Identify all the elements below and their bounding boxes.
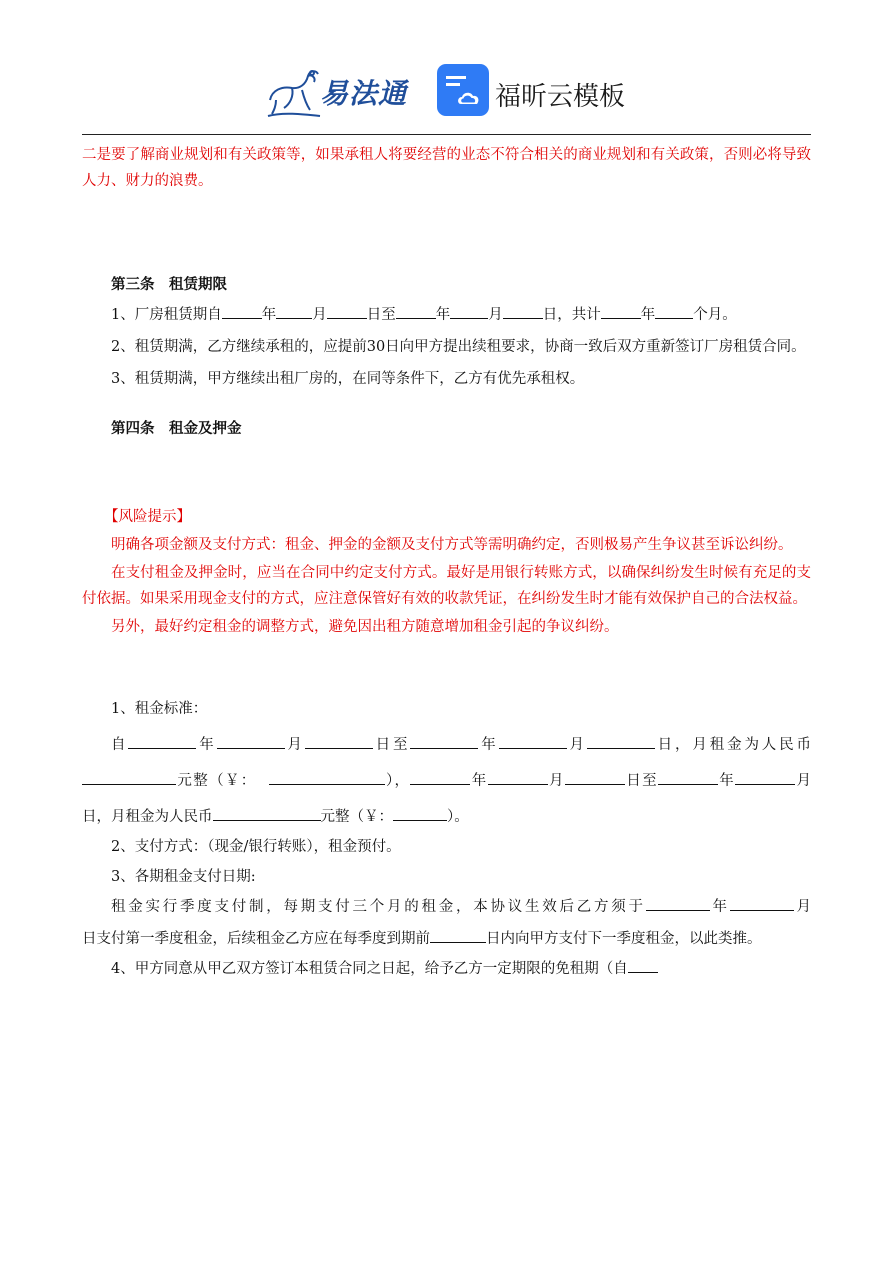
risk-paragraph-3: 另外，最好约定租金的调整方式，避免因出租方随意增加租金引起的争议纠纷。 xyxy=(111,619,619,635)
blank[interactable] xyxy=(655,304,693,319)
cloud-document-icon xyxy=(437,64,489,116)
article-3-item-3: 3、租赁期满，甲方继续出租厂房的，在同等条件下，乙方有优先承租权。 xyxy=(111,371,585,387)
blank[interactable] xyxy=(646,896,710,911)
qilin-icon xyxy=(262,60,324,120)
blank[interactable] xyxy=(628,958,658,973)
article-3-item-2: 2、租赁期满，乙方继续承租的，应提前30日向甲方提出续租要求，协商一致后双方重新签订厂房租赁合同。 xyxy=(111,339,806,355)
blank[interactable] xyxy=(82,770,176,785)
blank[interactable] xyxy=(327,304,367,319)
payment-paragraph-line-1: 租金实行季度支付制，每期支付三个月的租金，本协议生效后乙方须于 年 月 xyxy=(82,894,811,920)
blank[interactable] xyxy=(499,734,567,749)
blank[interactable] xyxy=(305,734,373,749)
blank[interactable] xyxy=(658,770,718,785)
blank[interactable] xyxy=(410,770,470,785)
blank[interactable] xyxy=(217,734,285,749)
page-header xyxy=(0,56,893,128)
blank[interactable] xyxy=(128,734,196,749)
yifatong-brand-name: 易法通 xyxy=(320,77,408,110)
blank[interactable] xyxy=(565,770,625,785)
payment-method: 2、支付方式：（现金/银行转账），租金预付。 xyxy=(111,839,401,855)
risk-paragraph-2: 在支付租金及押金时，应当在合同中约定支付方式。最好是用银行转账方式，以确保纠纷发生时候有充足的支付依据。如果采用现金支付的方式，应注意保管好有效的收款凭证，在纠纷发生时才能有效保护自己的合法权益。 xyxy=(82,565,811,607)
blank[interactable] xyxy=(503,304,543,319)
blank[interactable] xyxy=(450,304,488,319)
yifatong-logo xyxy=(262,60,422,120)
rent-line-1: 自 年 月 日至 年 月 日，月租金为人民币 xyxy=(82,732,811,758)
blank[interactable] xyxy=(222,304,262,319)
blank[interactable] xyxy=(430,928,486,943)
blank[interactable] xyxy=(396,304,436,319)
risk-paragraph-1: 明确各项金额及支付方式：租金、押金的金额及支付方式等需明确约定，否则极易产生争议甚至诉讼纠纷。 xyxy=(111,537,793,553)
fuxin-brand-name: 福昕云模板 xyxy=(495,82,626,112)
rent-line-3: 日，月租金为人民币 元整（￥： ）。 xyxy=(82,804,811,830)
free-period-clause: 4、甲方同意从甲乙双方签订本租赁合同之日起，给予乙方一定期限的免租期（自 xyxy=(82,956,811,982)
blank[interactable] xyxy=(276,304,312,319)
blank[interactable] xyxy=(601,304,641,319)
rent-standard-label: 1、租金标准： xyxy=(111,701,208,717)
blank[interactable] xyxy=(269,770,385,785)
blank[interactable] xyxy=(735,770,795,785)
payment-paragraph-line-2: 日支付第一季度租金，后续租金乙方应在每季度到期前 日内向甲方支付下一季度租金，以此类推。 xyxy=(82,926,811,952)
blank[interactable] xyxy=(587,734,655,749)
article-3-title: 第三条 租赁期限 xyxy=(111,276,227,293)
risk-title: 【风险提示】 xyxy=(104,509,191,525)
document-body xyxy=(82,138,811,982)
article-3-item-1: 1、厂房租赁期自 年 月 日至 年 月 日，共计 年 个月。 xyxy=(82,302,811,328)
rent-line-2: 元整（￥： ）， 年 月 日至 年 月 xyxy=(82,768,811,794)
article-4-title: 第四条 租金及押金 xyxy=(111,420,242,437)
blank[interactable] xyxy=(393,806,447,821)
blank[interactable] xyxy=(488,770,548,785)
payment-date-label: 3、各期租金支付日期: xyxy=(111,869,256,885)
blank[interactable] xyxy=(730,896,794,911)
header-divider xyxy=(82,134,811,135)
blank[interactable] xyxy=(410,734,478,749)
blank[interactable] xyxy=(213,806,321,821)
intro-paragraph: 二是要了解商业规划和有关政策等，如果承租人将要经营的业态不符合相关的商业规划和有关政策，否则必将导致人力、财力的浪费。 xyxy=(82,147,811,189)
